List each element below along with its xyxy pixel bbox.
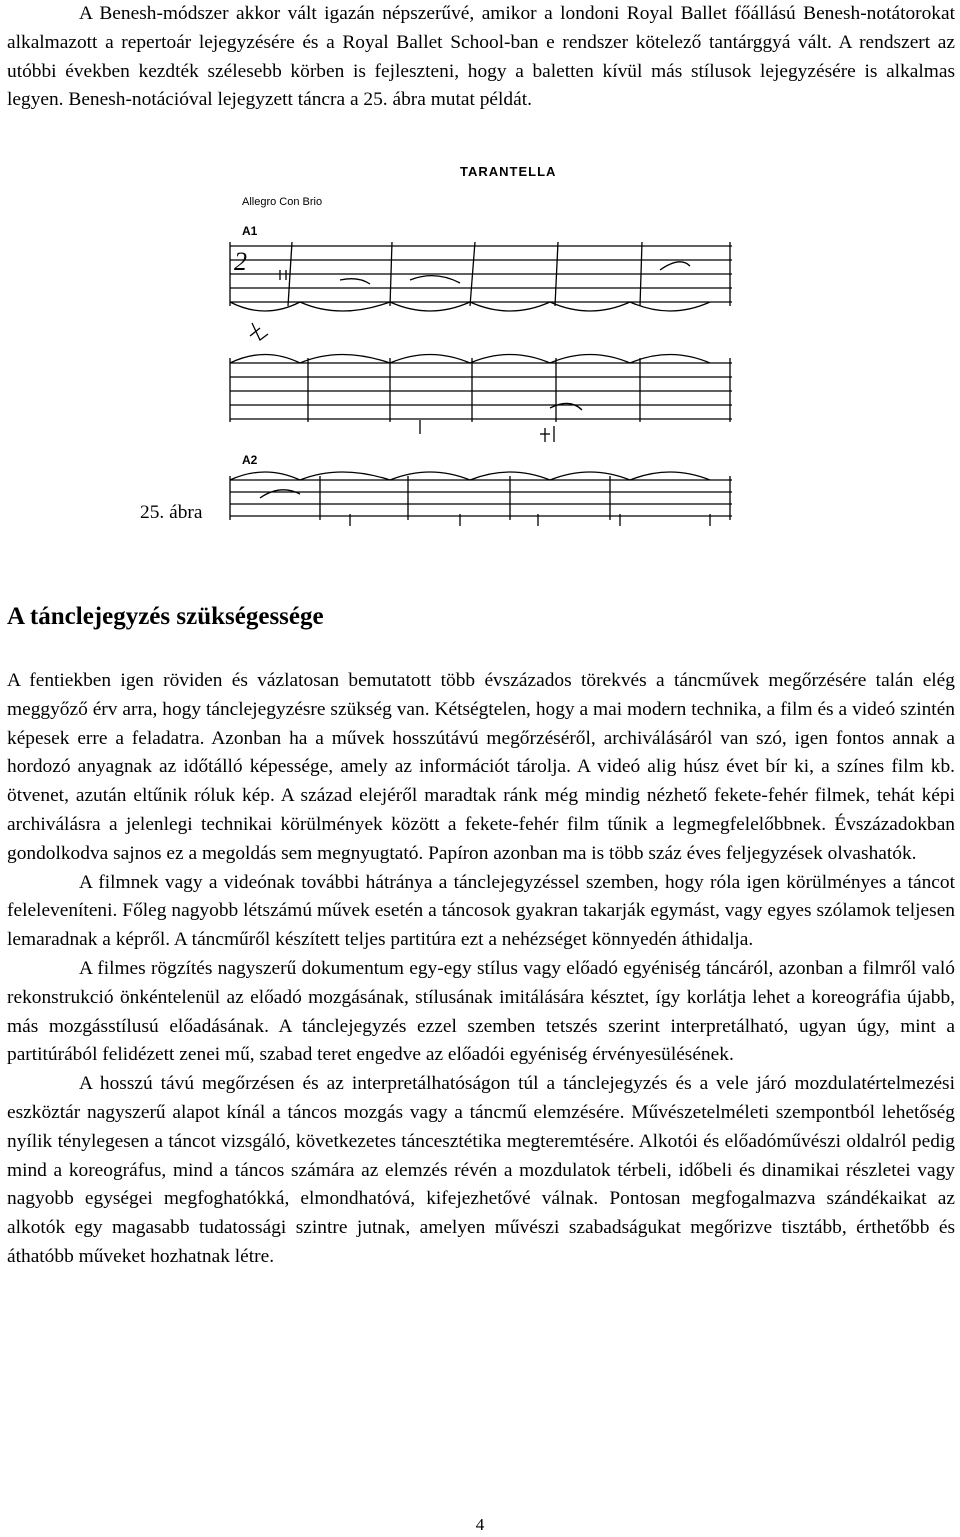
stave-3 [230, 472, 732, 526]
body-paragraph: A filmes rögzítés nagyszerű dokumentum egy-egy stílus vagy előadó egyéniség táncáról, azonban a filmről való rekonstrukció önkéntelenül az előadó mozgásának, stílusának imitálására késztet, így korlátja lehet a koreográfia újabb, más mozgásstílusú előadásának. A tánclejegyzés ezzel szemben tetszés szerint interpretálható, ugyan úgy, mint a partitúrából felidézett zenei mű, szabad teret engedve az előadói egyéniség érvényesülésének. [7, 957, 955, 1066]
figure-tempo: Allegro Con Brio [242, 196, 323, 208]
benesh-score [220, 158, 740, 538]
intro-paragraph: A Benesh-módszer akkor vált igazán népszerűvé, amikor a londoni Royal Ballet főállású Benesh-notátorokat alkalmazott a repertoár lejegyzésére és a Royal Ballet School-ban e rendszer kötelező tantárggyá vált. A rendszert az utóbbi években kezdték szélesebb körben is fejleszteni, hogy a baletten kívül más stílusok lejegyzésére is alkalmas legyen. Benesh-notációval lejegyzett táncra a 25. ábra mutat példát. [7, 3, 955, 111]
figure-title: TARANTELLA [460, 164, 557, 179]
body-paragraph: A filmnek vagy a videónak további hátránya a tánclejegyzéssel szemben, hogy róla igen körülményes a táncot feleleveníteni. Főleg nagyobb létszámú művek esetén a táncosok gyakran takarják egymást, vagy egyes szólamok teljesen lemaradnak a képről. A táncműről készített teljes partitúra ezt a nehézséget könnyedén áthidalja. [7, 871, 955, 951]
figure-section-a1: A1 [242, 224, 258, 238]
body-paragraph: A fentiekben igen röviden és vázlatosan bemutatott több évszázados törekvés a táncművek megőrzésére talán elég meggyőző érv arra, hogy tánclejegyzésre szükség van. Kétségtelen, hogy a mai modern technika, a film és a videó szintén képesek erre a feladatra. Azonban ha a művek hosszútávú megőrzéséről, archiválásáról van szó, igen fontos annak a hordozó anyagnak az időtálló képessége, amely az információt tárolja. A videó alig húsz évet bír ki, a színes film kb. ötvenet, azután eltűnik róluk kép. A század elejéről maradtak ránk még mindig nézhető fekete-fehér filmek, tehát képi archiválásra a jelenlegi technikai körülmények között a fekete-fehér film tűnik a legmegfelelőbbnek. Évszázadokban gondolkodva sajnos ez a megoldás sem megnyugtató. Papíron azonban ma is több száz éves feljegyzések olvashatók. [7, 670, 955, 864]
section-body [7, 667, 955, 1272]
figure-section-a2: A2 [242, 453, 258, 467]
section-heading: A tánclejegyzés szükségessége [7, 603, 324, 630]
stave-1 [230, 242, 732, 340]
time-signature: 2 [234, 247, 247, 276]
stave-2 [230, 355, 732, 443]
benesh-notation-figure [220, 158, 740, 538]
figure-caption: 25. ábra [140, 502, 203, 523]
page-number: 4 [475, 1515, 485, 1534]
body-paragraph: A hosszú távú megőrzésen és az interpretálhatóságon túl a tánclejegyzés és a vele járó mozdulatértelmezési eszköztár nagyszerű alapot kínál a táncos mozgás vagy a táncmű elemzésére. Művészetelméleti szempontból lehetőség nyílik ténylegesen a táncot vizsgáló, következetes táncesztétika megteremtésére. Alkotói és előadóművészi oldalról pedig mind a koreográfus, mind a táncos számára az elemzés révén a mozdulatok térbeli, időbeli és dinamikai részletei vagy nagyobb egységei megfoghatókká, elmondhatóvá, kifejezhetővé válnak. Pontosan megfogalmazva szándékaikat az alkotók egy magasabb tudatossági szintre jutnak, amelyen művészi szabadságukat megőrizve tisztább, érthetőbb és áthatóbb műveket hozhatnak létre. [7, 1073, 955, 1267]
